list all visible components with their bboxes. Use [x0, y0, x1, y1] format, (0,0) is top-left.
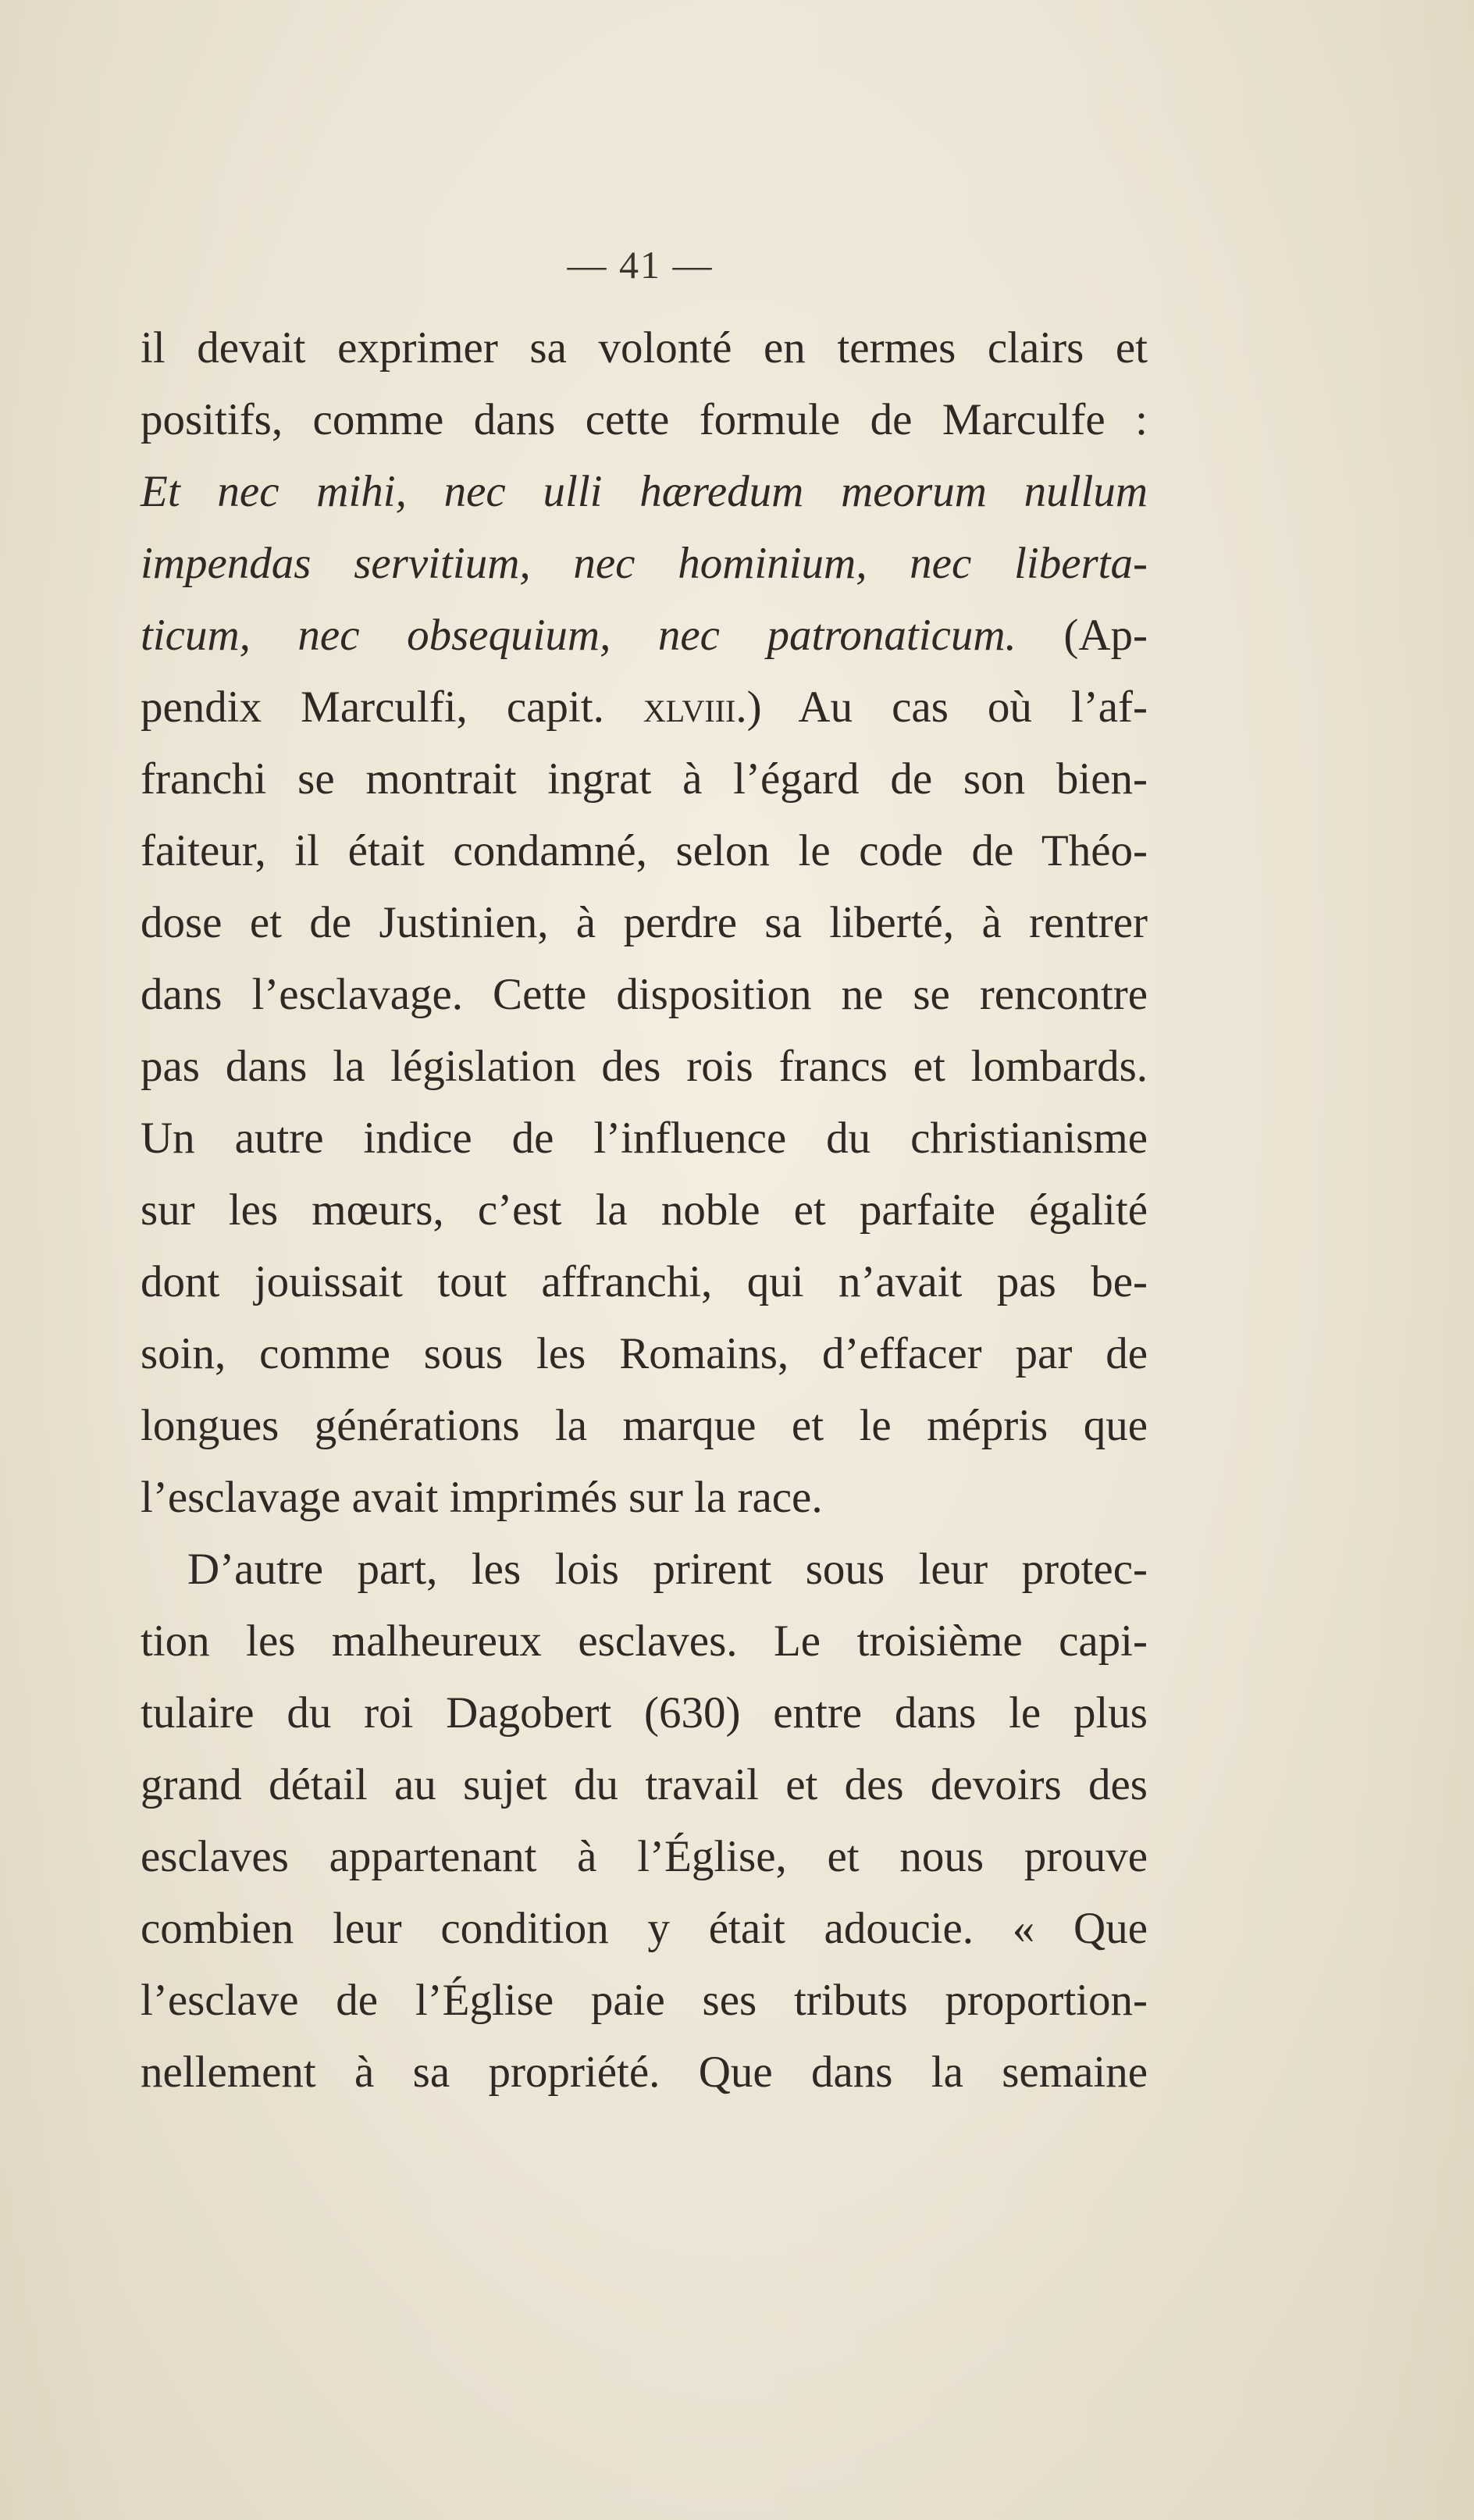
text-line: [141, 1318, 1148, 1390]
line-text: dans l’esclavage. Cette disposition ne se rencontre: [141, 970, 1148, 1019]
text-line: [141, 1893, 1148, 1965]
line-text: grand détail au sujet du travail et des devoirs des: [141, 1760, 1148, 1809]
line-text: longues générations la marque et le mépris que: [141, 1401, 1148, 1450]
latin-quote-text: ticum, nec obsequium, nec patronaticum.: [141, 611, 1016, 660]
line-text: dose et de Justinien, à perdre sa liberté, à rentrer: [141, 898, 1148, 947]
text-line: [141, 1031, 1148, 1103]
text-line: [141, 887, 1148, 959]
line-text: sur les mœurs, c’est la noble et parfaite égalité: [141, 1185, 1148, 1235]
text-line: [141, 1103, 1148, 1174]
text-line: [141, 815, 1148, 887]
line-text: soin, comme sous les Romains, d’effacer par de: [141, 1329, 1148, 1378]
line-text: Un autre indice de l’influence du christianisme: [141, 1114, 1148, 1163]
text-line: [141, 2037, 1148, 2108]
text-line: [141, 672, 1148, 743]
line-text: tion les malheureux esclaves. Le troisième capi-: [141, 1616, 1148, 1666]
line-text: faiteur, il était condamné, selon le code de Théo-: [141, 826, 1148, 875]
latin-quote-text: Et nec mihi, nec ulli hæredum meorum nullum: [141, 467, 1148, 516]
line-text: pendix Marculfi, capit.: [141, 683, 643, 732]
line-text: l’esclavage avait imprimés sur la race.: [141, 1473, 823, 1522]
text-line: [141, 1462, 1148, 1534]
text-line: [141, 743, 1148, 815]
text-line: [141, 456, 1148, 528]
line-text: il devait exprimer sa volonté en termes clairs et: [141, 323, 1148, 372]
latin-quote-text: impendas servitium, nec hominium, nec liberta-: [141, 539, 1148, 588]
text-line: [141, 1749, 1148, 1821]
line-text: pas dans la législation des rois francs et lombards.: [141, 1042, 1148, 1091]
text-line: [141, 1965, 1148, 2037]
line-text: esclaves appartenant à l’Église, et nous prouve: [141, 1832, 1148, 1881]
text-line: [141, 1174, 1148, 1246]
line-text: D’autre part, les lois prirent sous leur protec-: [187, 1545, 1148, 1594]
line-text: combien leur condition y était adoucie. « Que: [141, 1904, 1148, 1953]
text-line: [141, 959, 1148, 1031]
text-line: [141, 1677, 1148, 1749]
text-line: [141, 312, 1148, 384]
paragraph-start-line: [141, 1534, 1148, 1606]
text-line: [141, 1390, 1148, 1462]
line-text: positifs, comme dans cette formule de Marculfe :: [141, 395, 1148, 444]
text-line: [141, 1246, 1148, 1318]
text-line: [141, 1821, 1148, 1893]
line-text: tulaire du roi Dagobert (630) entre dans le plus: [141, 1688, 1148, 1738]
line-text: nellement à sa propriété. Que dans la semaine: [141, 2048, 1148, 2097]
line-text: franchi se montrait ingrat à l’égard de son bien-: [141, 754, 1148, 804]
page-number: — 41 —: [567, 243, 714, 287]
text-line: [141, 384, 1148, 456]
line-text: dont jouissait tout affranchi, qui n’avait pas be-: [141, 1257, 1148, 1306]
line-text: (Ap-: [1016, 611, 1148, 660]
line-text: l’esclave de l’Église paie ses tributs proportion-: [141, 1976, 1148, 2025]
text-line: [141, 528, 1148, 600]
body-text: [141, 312, 1148, 2108]
roman-numeral-text: xlviii: [643, 683, 736, 732]
line-text: .) Au cas où l’af-: [735, 683, 1148, 732]
text-line: [141, 1606, 1148, 1677]
text-line: [141, 600, 1148, 672]
